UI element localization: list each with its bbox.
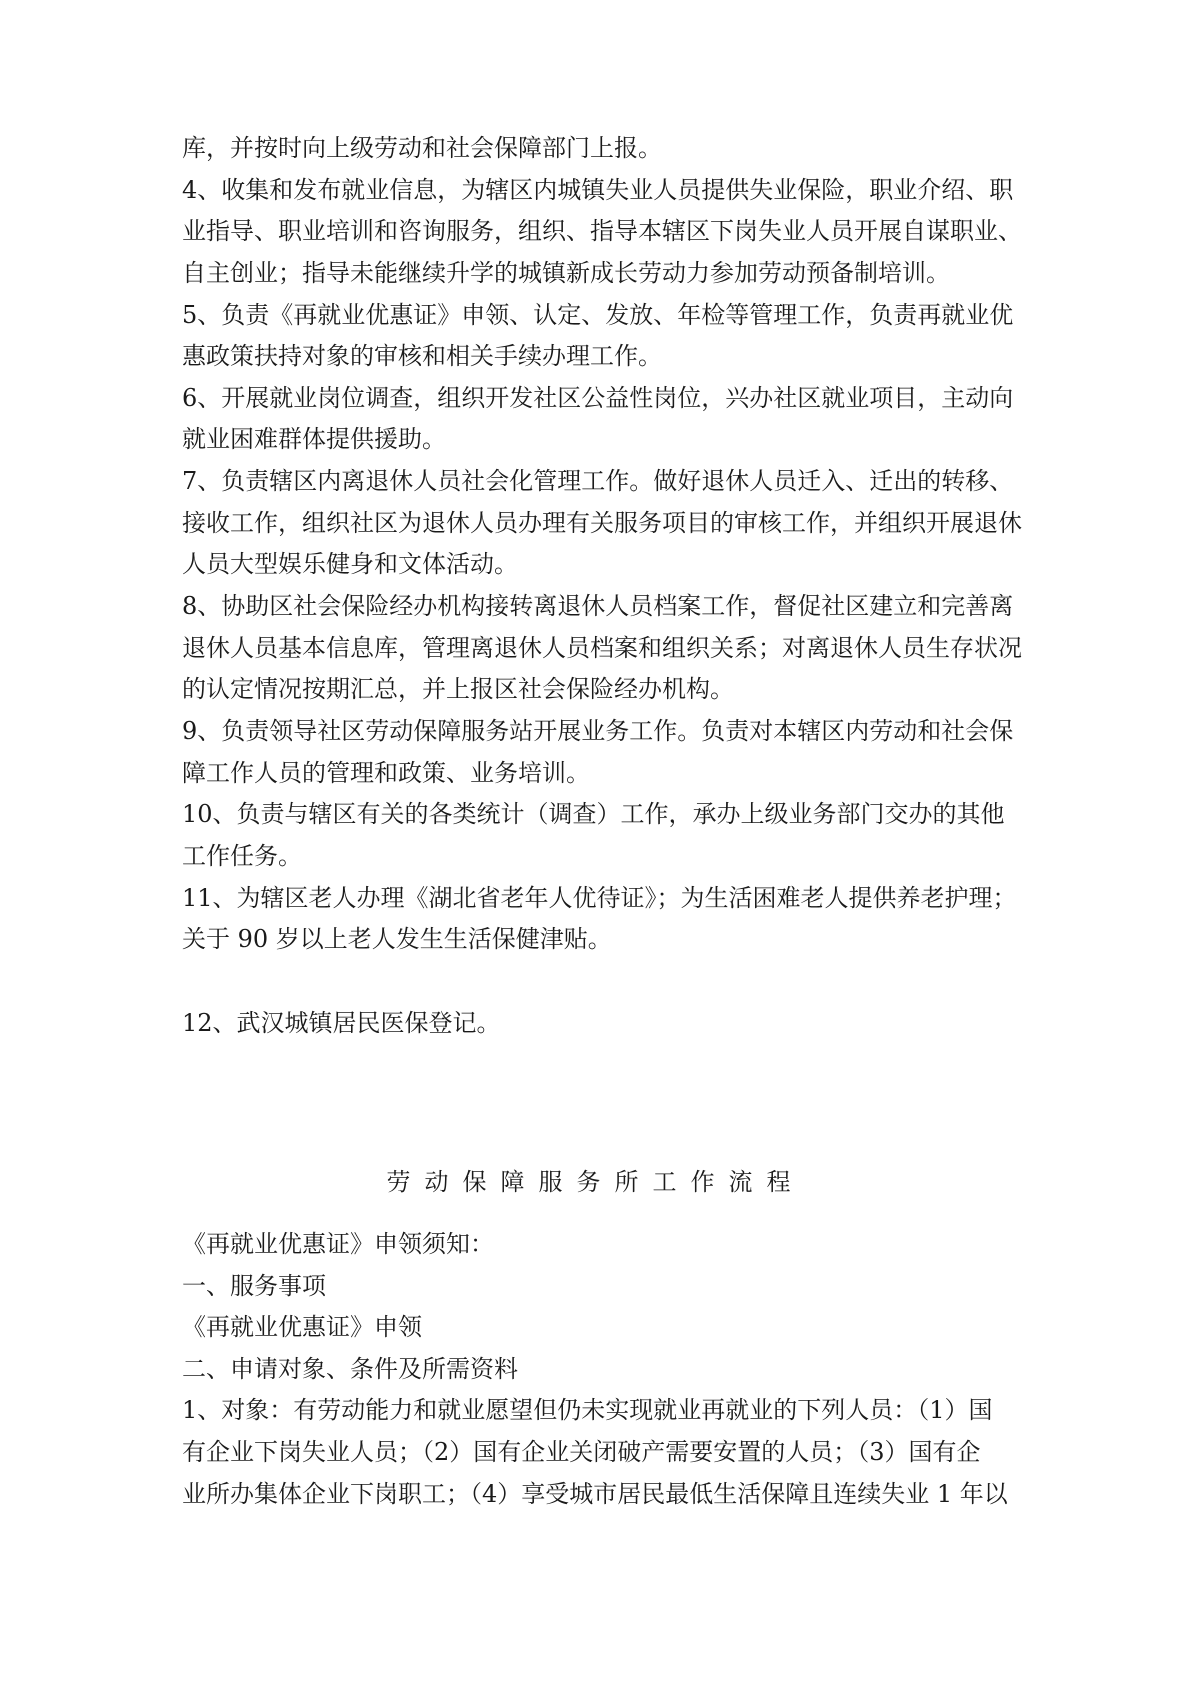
text-line: 7、负责辖区内离退休人员社会化管理工作。做好退休人员迁入、迁出的转移、 (182, 467, 1014, 495)
text-line: 8、协助区社会保险经办机构接转离退休人员档案工作，督促社区建立和完善离 (182, 592, 1014, 620)
text-line: 惠政策扶持对象的审核和相关手续办理工作。 (182, 342, 662, 370)
text-line: 1、对象：有劳动能力和就业愿望但仍未实现就业再就业的下列人员：（1）国 (182, 1396, 993, 1424)
text-line: 业指导、职业培训和咨询服务，组织、指导本辖区下岗失业人员开展自谋职业、 (182, 217, 1022, 245)
text-line: 障工作人员的管理和政策、业务培训。 (182, 759, 590, 787)
section-title: 劳动保障服务所工作流程 (386, 1168, 805, 1196)
text-line: 5、负责《再就业优惠证》申领、认定、发放、年检等管理工作，负责再就业优 (182, 301, 1014, 329)
text-line: 二、申请对象、条件及所需资料 (182, 1355, 518, 1383)
text-line-item-12: 12、武汉城镇居民医保登记。 (182, 1009, 501, 1037)
text-line: 库，并按时向上级劳动和社会保障部门上报。 (182, 134, 662, 162)
text-line: 自主创业；指导未能继续升学的城镇新成长劳动力参加劳动预备制培训。 (182, 259, 950, 287)
text-line: 《再就业优惠证》申领 (182, 1313, 422, 1341)
text-line: 退休人员基本信息库，管理离退休人员档案和组织关系；对离退休人员生存状况 (182, 634, 1022, 662)
text-line: 业所办集体企业下岗职工；（4）享受城市居民最低生活保障且连续失业 1 年以 (182, 1480, 1008, 1508)
text-line: 有企业下岗失业人员；（2）国有企业关闭破产需要安置的人员；（3）国有企 (182, 1438, 981, 1466)
text-line: 接收工作，组织社区为退休人员办理有关服务项目的审核工作，并组织开展退休 (182, 509, 1022, 537)
text-line: 关于 90 岁以上老人发生生活保健津贴。 (182, 925, 612, 953)
text-line: 《再就业优惠证》申领须知： (182, 1230, 494, 1258)
text-line: 就业困难群体提供援助。 (182, 425, 446, 453)
text-line: 工作任务。 (182, 842, 302, 870)
text-line: 人员大型娱乐健身和文体活动。 (182, 550, 518, 578)
text-line: 4、收集和发布就业信息，为辖区内城镇失业人员提供失业保险，职业介绍、职 (182, 176, 1014, 204)
text-line: 6、开展就业岗位调查，组织开发社区公益性岗位，兴办社区就业项目，主动向 (182, 384, 1014, 412)
text-line: 一、服务事项 (182, 1272, 326, 1300)
text-line: 的认定情况按期汇总，并上报区社会保险经办机构。 (182, 675, 734, 703)
text-line: 9、负责领导社区劳动保障服务站开展业务工作。负责对本辖区内劳动和社会保 (182, 717, 1014, 745)
text-line: 11、为辖区老人办理《湖北省老年人优待证》；为生活困难老人提供养老护理； (182, 884, 1017, 912)
text-line: 10、负责与辖区有关的各类统计（调查）工作，承办上级业务部门交办的其他 (182, 800, 1005, 828)
